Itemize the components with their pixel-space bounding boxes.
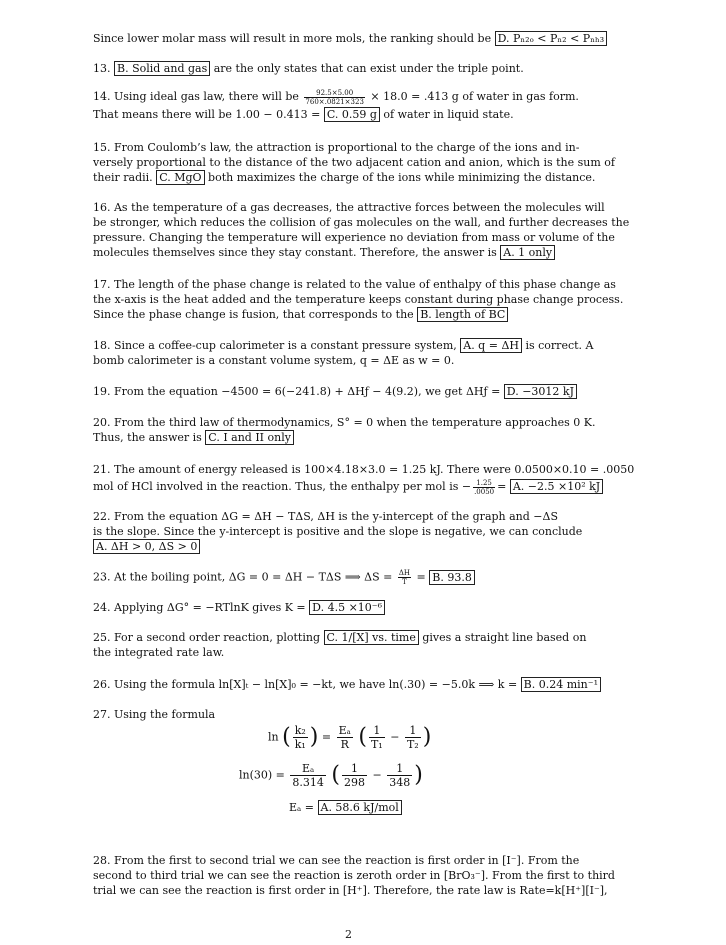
answer-23: B. 93.8 <box>429 570 475 585</box>
paragraph-16: 16. As the temperature of a gas decreases, the attractive forces between the molecules will be stronger, which reduces the collision of gas molecules on the wall, and further decreases the pressure. Changing the temperature will experience no deviation from mass or volume of the molecules themselves since they stay constant. Therefore, the answer is A. 1 only <box>93 201 630 259</box>
paragraph-13: 13. B. Solid and gas are the only states that can exist under the triple point. <box>93 62 524 75</box>
paragraph-21: 21. The amount of energy released is 100×4.18×3.0 = 1.25 kJ. There were 0.0500×0.10 = .0050 mol of HCl involved in the reaction. Thus, the enthalpy per mol is − $\frac{1.25}{.0050}$ = A. −2.5 ×10² kJ <box>93 463 635 496</box>
answer-24: D. 4.5 ×10⁻⁶ <box>309 600 385 615</box>
paragraph-23: 23. At the boiling point, ΔG = 0 = ΔH − TΔS ⟹ ΔS = $\frac{\Delta H}{T}$ = B. 93.8 <box>93 569 609 586</box>
answer-16: A. 1 only <box>500 245 555 260</box>
answer-12: D. Pₙ₂ₒ < Pₙ₂ < Pₙₕ₃ <box>495 31 608 46</box>
paragraph-22: 22. From the equation ΔG = ΔH − TΔS, ΔH is the y-intercept of the graph and −ΔS is the slope. Since the y-intercept is positive and the slope is negative, we can conclude A. ΔH > 0, ΔS > 0 <box>93 510 583 553</box>
equation-27-3: Eₐ = A. 58.6 kJ/mol <box>289 800 402 815</box>
paragraph-26: 26. Using the formula ln[X]ₜ − ln[X]₀ = −kt, we have ln(.30) = −5.0k ⟹ k = B. 0.24 min⁻¹ <box>93 677 609 692</box>
answer-25: C. 1/[X] vs. time <box>324 630 419 645</box>
answer-27: A. 58.6 kJ/mol <box>318 800 402 815</box>
paragraph-28: 28. From the first to second trial we can see the reaction is first order in [I⁻]. From the second to third trial we can see the reaction is zeroth order in [BrO₃⁻]. From the first to third trial we can see the reaction is first order in [H⁺]. Therefore, the rate law is Rate=k[H⁺][I⁻], <box>93 854 615 897</box>
answer-20: C. I and II only <box>205 430 294 445</box>
answer-14: C. 0.59 g <box>324 107 380 122</box>
page-number: 2 <box>345 928 352 941</box>
paragraph-20: 20. From the third law of thermodynamics, S° = 0 when the temperature approaches 0 K. Thus, the answer is C. I and II only <box>93 416 596 444</box>
answer-21: A. −2.5 ×10² kJ <box>510 479 603 494</box>
answer-15: C. MgO <box>156 170 204 185</box>
answer-17: B. length of BC <box>417 307 508 322</box>
paragraph-12: Since lower molar mass will result in more mols, the ranking should be D. Pₙ₂ₒ < Pₙ₂ < Pₙₕ₃ <box>93 31 609 46</box>
paragraph-18: 18. Since a coffee-cup calorimeter is a constant pressure system, A. q = ΔH is correct. A bomb calorimeter is a constant volume system, q = ΔE as w = 0. <box>93 339 594 367</box>
paragraph-14: 14. Using ideal gas law, there will be $\frac{92.5\times 5.00}{760\times.0821\times 323}$ × 18.0 = .413 g of water in gas form. That means there will be 1.00 − 0.413 = C. 0.59 g of water in liquid state. <box>93 88 579 121</box>
fraction-21: $\frac{1.25}{.0050}$ <box>474 478 495 496</box>
paragraph-15: 15. From Coulomb’s law, the attraction is proportional to the charge of the ions and in- versely proportional to the distance of the two adjacent cation and anion, which is the sum of their radii. C. MgO both maximizes the charge of the ions while minimizing the distance. <box>93 141 615 184</box>
paragraph-17: 17. The length of the phase change is related to the value of enthalpy of this phase change as the x-axis is the heat added and the temperature keeps constant during phase change process. Since the phase change is fusion, that corresponds to the B. length of BC <box>93 278 624 321</box>
equation-27-1: ln ( $\frac{\text{k₂}}{\text{k₁}}$ ) = $\frac{\text{Eₐ}}{R}$ ( $\frac{1}{\text{T₁}}$ − $\frac{1}{\text{T₂}}$ ) <box>268 724 432 751</box>
answer-13: B. Solid and gas <box>114 61 210 76</box>
answer-22: A. ΔH > 0, ΔS > 0 <box>93 539 200 554</box>
paragraph-19: 19. From the equation −4500 = 6(−241.8) + ΔHƒ − 4(9.2), we get ΔHƒ = D. −3012 kJ <box>93 384 609 399</box>
answer-19: D. −3012 kJ <box>504 384 577 399</box>
answer-18: A. q = ΔH <box>460 338 522 353</box>
paragraph-24: 24. Applying ΔG° = −RTlnK gives K = D. 4.5 ×10⁻⁶ <box>93 600 609 615</box>
answer-26: B. 0.24 min⁻¹ <box>521 677 601 692</box>
fraction-23: $\frac{\Delta H}{T}$ <box>398 569 411 586</box>
paragraph-27: 27. Using the formula <box>93 708 216 721</box>
paragraph-25: 25. For a second order reaction, plotting C. 1/[X] vs. time gives a straight line based on the integrated rate law. <box>93 631 587 659</box>
fraction-14: $\frac{92.5\times 5.00}{760\times.0821\times 323}$ <box>305 88 364 106</box>
equation-27-2: ln(30) = $\frac{\text{Eₐ}}{8.314}$ ( $\frac{1}{298}$ − $\frac{1}{348}$ ) <box>239 762 423 789</box>
